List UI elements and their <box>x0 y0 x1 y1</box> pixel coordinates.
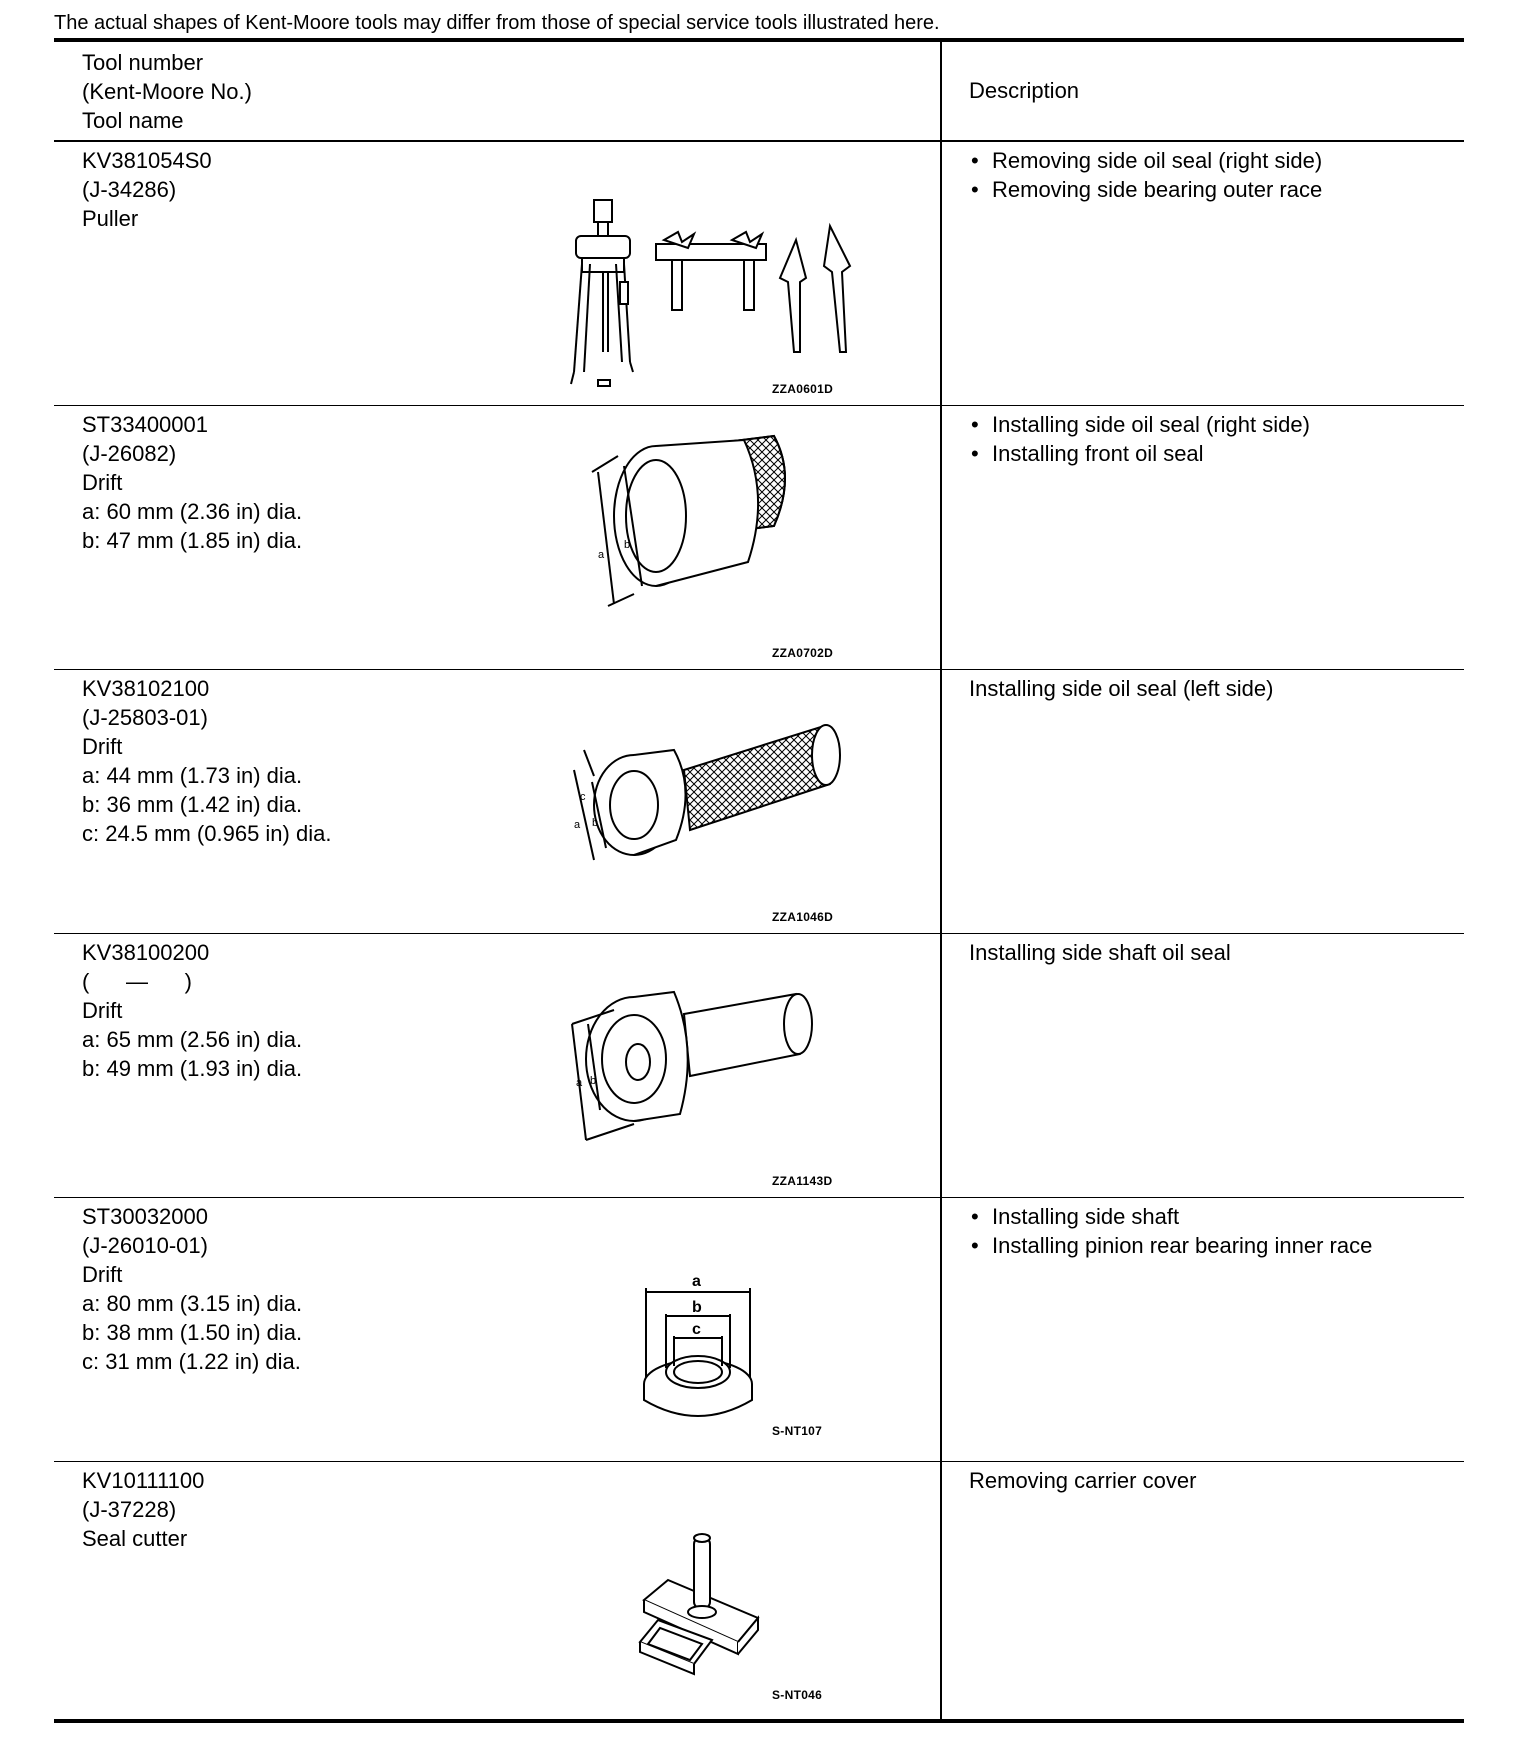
description <box>969 410 1310 468</box>
kent-moore-number: (J-26082) <box>82 441 177 466</box>
table-header <box>54 42 1464 142</box>
tool-name: Seal cutter <box>82 1526 188 1551</box>
tool-info <box>82 146 212 233</box>
description <box>969 938 1231 967</box>
tool-info <box>82 1202 302 1376</box>
description-item: • Removing side bearing outer race <box>971 177 1323 202</box>
tool-spec: b: 38 mm (1.50 in) dia. <box>82 1320 303 1345</box>
dim-label-b: b <box>624 539 631 551</box>
table-row <box>54 670 1464 934</box>
tool-spec: b: 36 mm (1.42 in) dia. <box>82 792 303 817</box>
dim-label-c: c <box>692 1321 701 1338</box>
tool-name: Drift <box>82 734 123 759</box>
description <box>969 146 1322 204</box>
dim-label-c: c <box>580 791 586 803</box>
description-item: • Installing side shaft <box>971 1204 1180 1229</box>
kent-moore-number: (J-37228) <box>82 1497 177 1522</box>
tool-info <box>82 1466 204 1553</box>
tool-info <box>82 674 331 848</box>
header-tool-line: Tool name <box>82 108 184 133</box>
header-tool-line: Tool number <box>82 50 204 75</box>
dim-label-a: a <box>574 819 581 831</box>
tool-spec: b: 49 mm (1.93 in) dia. <box>82 1056 303 1081</box>
dim-label-a: a <box>576 1077 583 1089</box>
description-item: • Installing side oil seal (right side) <box>971 412 1310 437</box>
drift-illustration <box>534 680 934 930</box>
dim-label-b: b <box>692 1299 702 1316</box>
tool-spec: c: 24.5 mm (0.965 in) dia. <box>82 821 332 846</box>
description-text: Installing side oil seal (left side) <box>969 676 1274 701</box>
tool-spec: b: 47 mm (1.85 in) dia. <box>82 528 303 553</box>
description <box>969 1202 1372 1260</box>
tool-number: KV38100200 <box>82 940 210 965</box>
tool-spec: a: 60 mm (2.36 in) dia. <box>82 499 303 524</box>
dim-label-a: a <box>598 549 605 561</box>
description-text: Installing side shaft oil seal <box>969 940 1231 965</box>
column-divider <box>940 42 942 1719</box>
description-item: • Installing front oil seal <box>971 441 1204 466</box>
description-item: • Installing pinion rear bearing inner race <box>971 1233 1373 1258</box>
tool-spec: a: 80 mm (3.15 in) dia. <box>82 1291 303 1316</box>
tool-name: Puller <box>82 206 139 231</box>
seal-cutter-illustration <box>534 1472 934 1722</box>
description <box>969 674 1273 703</box>
tool-name: Drift <box>82 470 123 495</box>
drift-illustration <box>534 416 934 666</box>
drift-illustration <box>534 944 934 1194</box>
tool-info <box>82 410 302 555</box>
kent-moore-number: (J-25803-01) <box>82 705 208 730</box>
tool-name: Drift <box>82 998 123 1023</box>
dim-label-b: b <box>592 817 599 829</box>
figure-code: ZZA0601D <box>772 382 834 396</box>
figure-code: ZZA1046D <box>772 910 834 924</box>
figure-code: S-NT107 <box>772 1424 823 1438</box>
description <box>969 1466 1196 1495</box>
figure-code: ZZA1143D <box>772 1174 833 1188</box>
table-row <box>54 406 1464 670</box>
description-text: Removing carrier cover <box>969 1468 1197 1493</box>
tool-number: KV381054S0 <box>82 148 212 173</box>
dim-label-b: b <box>590 1075 597 1087</box>
kent-moore-number: ( — ) <box>82 969 192 994</box>
header-description: Description <box>969 78 1080 103</box>
kent-moore-number: (J-26010-01) <box>82 1233 208 1258</box>
header-tool-column <box>82 48 252 135</box>
figure-code: S-NT046 <box>772 1688 823 1702</box>
kent-moore-number: (J-34286) <box>82 177 177 202</box>
tool-number: KV10111100 <box>82 1468 205 1493</box>
figure-code: ZZA0702D <box>772 646 834 660</box>
table-row <box>54 142 1464 406</box>
table-row <box>54 1462 1464 1726</box>
tool-number: KV38102100 <box>82 676 210 701</box>
tool-spec: c: 31 mm (1.22 in) dia. <box>82 1349 301 1374</box>
dim-label-a: a <box>692 1273 701 1290</box>
tool-spec: a: 65 mm (2.56 in) dia. <box>82 1027 303 1052</box>
tool-number: ST30032000 <box>82 1204 208 1229</box>
drift-illustration <box>534 1208 934 1458</box>
tool-number: ST33400001 <box>82 412 208 437</box>
header-tool-line: (Kent-Moore No.) <box>82 79 252 104</box>
tool-spec: a: 44 mm (1.73 in) dia. <box>82 763 303 788</box>
puller-illustration <box>534 152 934 402</box>
tool-name: Drift <box>82 1262 123 1287</box>
page-note: The actual shapes of Kent-Moore tools may differ from those of special service tools illustrated here. <box>54 12 940 34</box>
table-row <box>54 1198 1464 1462</box>
special-tools-table <box>54 38 1464 1723</box>
description-item: • Removing side oil seal (right side) <box>971 148 1323 173</box>
table-row <box>54 934 1464 1198</box>
tool-info <box>82 938 302 1083</box>
